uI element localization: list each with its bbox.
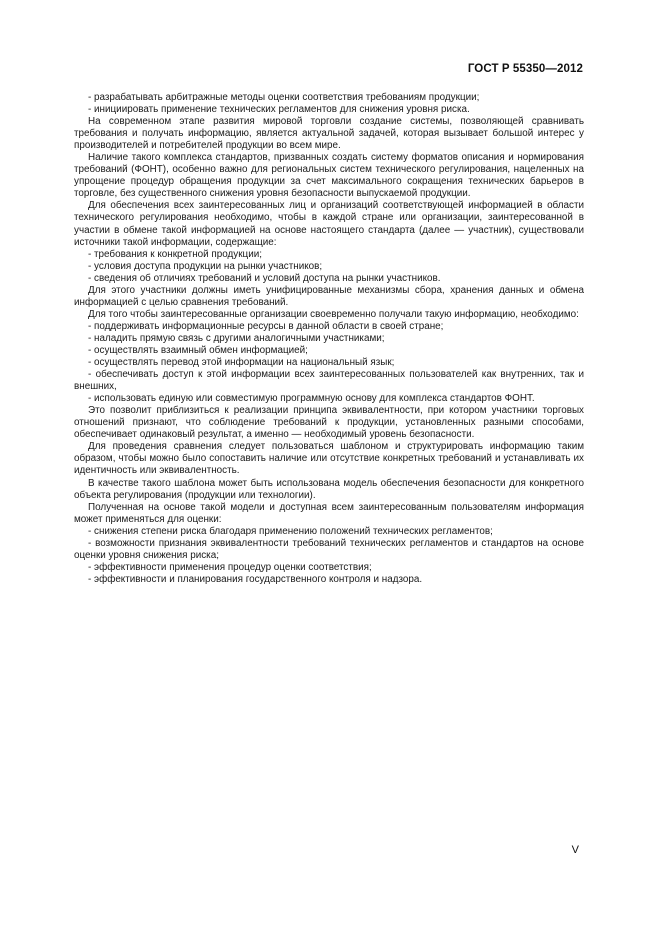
paragraph: - сведения об отличиях требований и условий доступа на рынки участников. (88, 272, 441, 284)
paragraph: - поддерживать информационные ресурсы в данной области в своей стране; (88, 320, 444, 332)
paragraph: - требования к конкретной продукции; (88, 248, 262, 260)
paragraph: - осуществлять взаимный обмен информацией; (88, 344, 308, 356)
paragraph: - использовать единую или совместимую программную основу для комплекса стандартов ФОНТ. (88, 393, 535, 405)
paragraph: - инициировать применение технических регламентов для снижения уровня риска. (88, 104, 470, 116)
paragraph: Наличие такого комплекса стандартов, призванных создать систему форматов описания и нормирования требований (ФОНТ), особенно важно для региональных систем технического регулирования, нацеленных на упрощение процедур обращения продукции за счет максимального сокращения технических барьеров в торговле, без существенного снижения уровня безопасности выпускаемой продукции. (74, 152, 584, 200)
paragraph: - разрабатывать арбитражные методы оценки соответствия требованиям продукции; (88, 92, 480, 103)
paragraph: Для проведения сравнения следует пользоваться шаблоном и структурировать информацию таким образом, чтобы можно было сопоставить наличие или отсутствие конкретных требований и устанавливать их идентичность или эквивалентность. (74, 441, 584, 477)
body-text (74, 92, 584, 586)
paragraph: Для этого участники должны иметь унифицированные механизмы сбора, хранения данных и обмена информацией с целью сравнения требований. (74, 284, 584, 308)
paragraph: Для того чтобы заинтересованные организации своевременно получали такую информацию, необходимо: (88, 308, 579, 320)
paragraph: - условия доступа продукции на рынки участников; (88, 260, 323, 272)
paragraph: В качестве такого шаблона может быть использована модель обеспечения безопасности для конкретного объекта регулирования (продукции или технологии). (74, 477, 584, 501)
page-number: V (571, 844, 579, 856)
document-number: ГОСТ Р 55350—2012 (467, 63, 583, 75)
paragraph: Полученная на основе такой модели и доступная всем заинтересованным пользователям информация может применяться для оценки: (74, 501, 584, 525)
paragraph: - обеспечивать доступ к этой информации всех заинтересованных пользователей как внутренних, так и внешних, (74, 369, 584, 393)
paragraph: - эффективности и планирования государственного контроля и надзора. (88, 573, 423, 585)
paragraph: - наладить прямую связь с другими аналогичными участниками; (88, 332, 385, 344)
paragraph: - возможности признания эквивалентности требований технических регламентов и стандартов на основе оценки уровня снижения риска; (74, 537, 584, 561)
paragraph: На современном этапе развития мировой торговли создание системы, позволяющей сравнивать требования и получать информацию, является актуальной задачей, которая вызывает большой интерес у производителей и потребителей продукции во всем мире. (74, 116, 584, 152)
paragraph: Это позволит приблизиться к реализации принципа эквивалентности, при котором участники торговых отношений признают, что соблюдение требований к продукции, установленных разными способами, обеспечивает одинаковый результат, а именно — необходимый уровень безопасности. (74, 405, 584, 441)
paragraph: - осуществлять перевод этой информации на национальный язык; (88, 357, 395, 369)
paragraph: - снижения степени риска благодаря применению положений технических регламентов; (88, 525, 493, 537)
paragraph: - эффективности применения процедур оценки соответствия; (88, 561, 372, 573)
paragraph: Для обеспечения всех заинтересованных лиц и организаций соответствующей информацией в области технического регулирования необходимо, чтобы в каждой стране или организации, заинтересованной в участии в обмене такой информацией на основе настоящего стандарта (далее — участник), существовали источники такой информации, содержащие: (74, 200, 584, 248)
